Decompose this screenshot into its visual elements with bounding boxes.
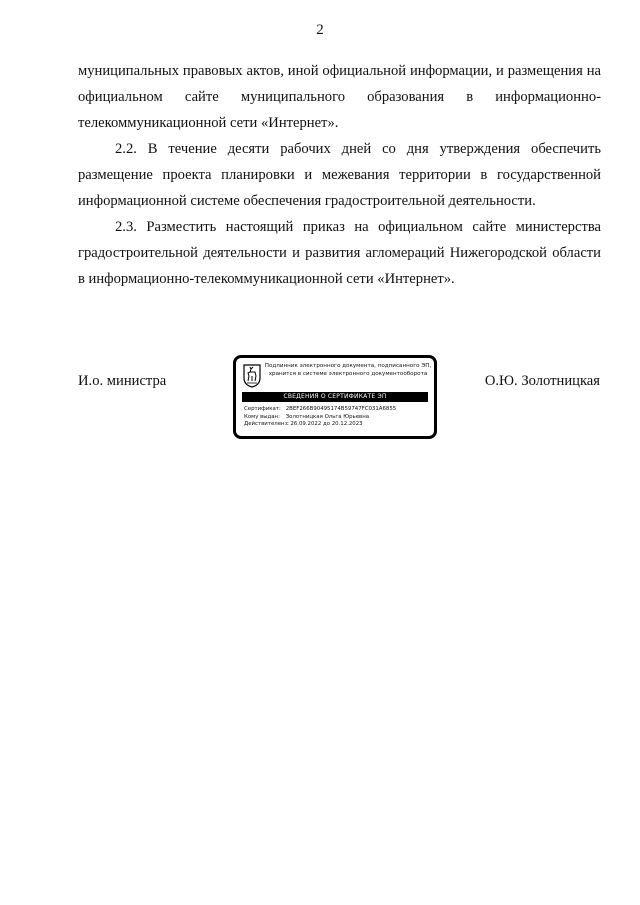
issued-to-row: [244, 414, 430, 422]
page-number: 2: [316, 22, 324, 38]
certificate-label: Сертификат:: [244, 406, 281, 412]
paragraph-2-2: 2.2. В течение десяти рабочих дней со дня утверждения обеспечить размещение проекта планировки и межевания территории в государственной информационной системе обеспечения градостроительной деятельности.: [78, 141, 601, 209]
validity-row: [244, 421, 430, 429]
deer-coat-of-arms-icon: [243, 364, 261, 388]
paragraph-2-3: 2.3. Разместить настоящий приказ на официальном сайте министерства градостроительной деятельности и развития агломераций Нижегородской области в информационно-телекоммуникационной сети «Интернет».: [78, 219, 601, 287]
validity-value: с 26.09.2022 до 20.12.2023: [285, 421, 363, 427]
stamp-header-line-2: хранится в системе электронного документооборота: [268, 370, 428, 377]
electronic-signature-stamp: [233, 355, 437, 439]
stamp-header-line-1: Подлинник электронного документа, подписанного ЭП,: [264, 363, 432, 369]
issued-to-value: Золотницкая Ольга Юрьевна: [285, 413, 370, 420]
issued-to-label: Кому выдан:: [244, 413, 280, 420]
certificate-row: [244, 406, 430, 414]
certificate-value: 2BEF266B90495174B59747FC031A6855: [285, 406, 397, 412]
paragraph-continuation: муниципальных правовых актов, иной официальной информации, и размещения на официальном сайте муниципального образования в информационно-телекоммуникационной сети «Интернет».: [78, 63, 601, 131]
signer-name: О.Ю. Золотницкая: [484, 373, 600, 389]
document-body: [78, 58, 601, 292]
validity-label: Действителен:: [244, 421, 287, 427]
stamp-header: [264, 363, 432, 378]
stamp-details: [244, 406, 430, 429]
signature-block: [0, 355, 640, 445]
signer-title: И.о. министра: [78, 373, 167, 389]
stamp-certificate-title: СВЕДЕНИЯ О СЕРТИФИКАТЕ ЭП: [242, 392, 428, 402]
